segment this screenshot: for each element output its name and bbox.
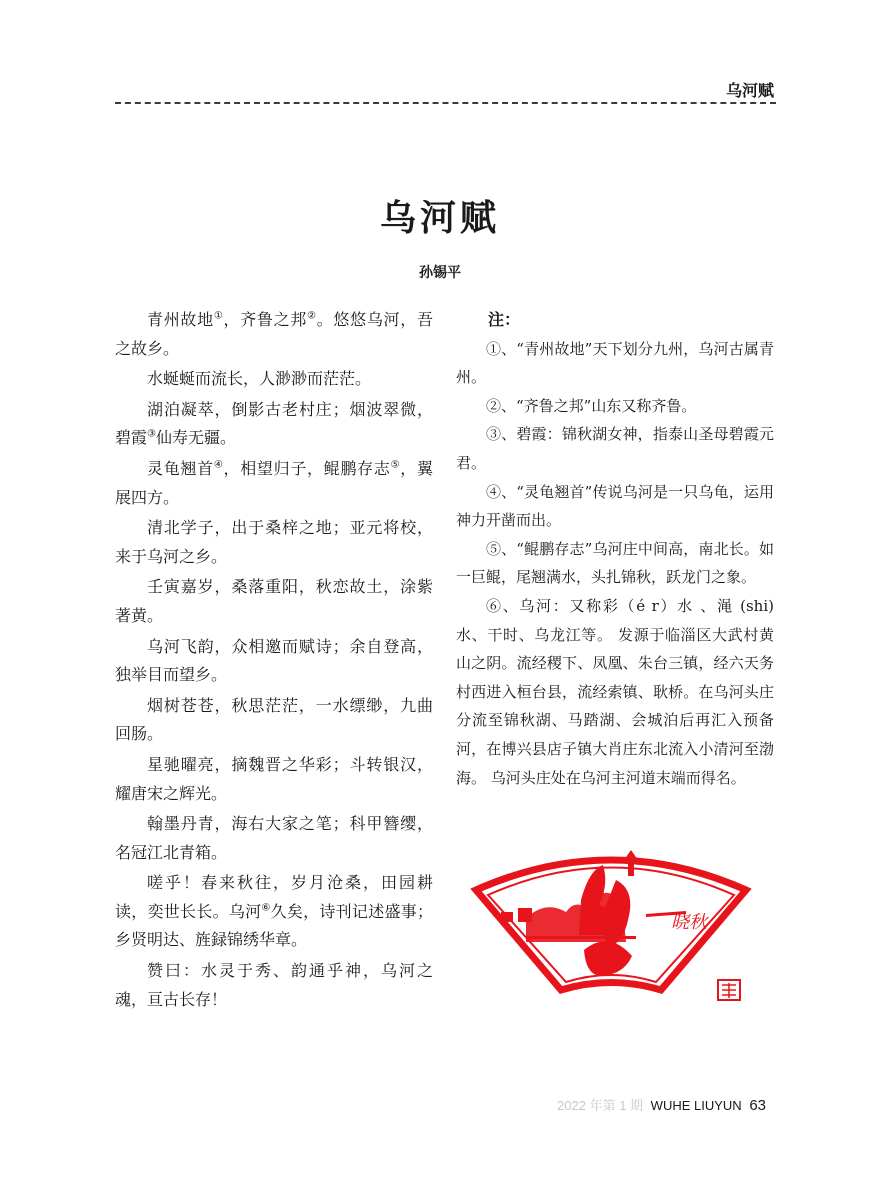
poem-text: 翰墨丹青，海右大家之笔；科甲簪缨，名冠江北青箱。	[115, 814, 433, 862]
page-footer	[0, 1095, 766, 1114]
note-item: ⑤、“鲲鹏存志”乌河庄中间高，南北长。如一巨鲲，尾翘满水，头扎锦秋，跃龙门之象。	[456, 539, 774, 587]
fan-calligraphy: 晓秋	[671, 912, 707, 933]
poem-text: 赞曰：水灵于秀、韵通乎神，乌河之魂，亘古长存！	[115, 961, 433, 1009]
article-title: 乌河赋	[379, 198, 500, 239]
footnote-marker: ①	[213, 310, 224, 322]
poem-text: 清北学子，出于桑梓之地；亚元将校，来于乌河之乡。	[115, 518, 433, 566]
notes-column	[456, 306, 774, 792]
papercut-fan-illustration	[466, 840, 756, 1010]
poem-column	[115, 306, 433, 1016]
poem-text: 乌河飞韵，众相邀而赋诗；余自登高，独举目而望乡。	[115, 636, 433, 685]
poem-text: ，齐鲁之邦	[223, 310, 308, 329]
poem-text: 湖泊凝萃，倒影古老村庄；烟波翠微，碧霞	[115, 399, 433, 448]
journal-name: WUHE LIUYUN	[650, 1098, 742, 1113]
footnote-marker: ⑥	[261, 902, 271, 914]
running-title: 乌河赋	[725, 81, 774, 100]
poem-paragraph	[115, 306, 433, 363]
footnote-marker: ③	[147, 429, 156, 441]
note-item: ⑥、乌河：又称彩（é r）水 、渑 (shi) 水、干时、乌龙江等。 发源于临淄区大武村黄山之阴。流经稷下、凤凰、朱台三镇，经六天务村西进入桓台县，流经索镇、耿桥。在乌河头庄分流至锦秋湖、马踏湖、会城泊后再汇入预备河，在博兴县店子镇大肖庄东北流入小清河至渤海。 乌河头庄处在乌河主河道末端而得名。	[456, 596, 774, 787]
poem-text: 青州故地	[147, 310, 214, 329]
footnote-marker: ④	[213, 459, 224, 471]
running-header	[115, 76, 776, 104]
note-item: ②、“齐鲁之邦”山东又称齐鲁。	[486, 396, 697, 415]
poem-text: 嗟乎！春来秋往，岁月沧桑，田园耕读，奕世长长。乌河	[115, 873, 433, 921]
poem-paragraph	[115, 957, 433, 1014]
poem-paragraph	[115, 633, 433, 690]
poem-text: 。悠悠乌河，吾之故乡。	[115, 310, 433, 358]
article-author: 孙锡平	[419, 265, 461, 281]
poem-text: 星驰曜亮，摘魏晋之华彩；斗转银汉，耀唐宋之辉光。	[115, 754, 433, 803]
poem-text: 壬寅嘉岁，桑落重阳，秋恋故土，涂紫著黄。	[115, 577, 433, 625]
poem-text: 灵龟翘首	[147, 458, 214, 478]
poem-text: 仙寿无疆。	[155, 428, 236, 448]
poem-paragraph	[115, 396, 433, 453]
poem-text: ，相望归子，鲲鹏存志	[223, 458, 391, 478]
poem-paragraph	[115, 573, 433, 630]
page-number: 63	[749, 1097, 766, 1114]
notes-heading: 注：	[488, 310, 521, 329]
note-item: ①、“青州故地”天下划分九州，乌河古属青州。	[456, 339, 774, 387]
poem-paragraph	[115, 810, 433, 867]
poem-text: ，翼展四方。	[115, 458, 433, 507]
poem-paragraph	[115, 692, 433, 749]
note-item: ③、碧霞：锦秋湖女神，指泰山圣母碧霞元君。	[456, 425, 774, 472]
note-item: ④、“灵龟翘首”传说乌河是一只乌龟，运用神力开凿而出。	[456, 482, 774, 530]
issue-label: 2022 年第 1 期	[557, 1098, 644, 1113]
footnote-marker: ⑤	[390, 459, 401, 471]
poem-paragraph	[115, 751, 433, 808]
poem-text: 烟树苍苍，秋思茫茫，一水缥缈，九曲回肠。	[115, 695, 433, 744]
poem-paragraph	[115, 514, 433, 571]
poem-paragraph	[115, 365, 433, 394]
poem-text: 久矣，诗刊记述盛事；乡贤明达、旌録锦绣华章。	[115, 901, 433, 950]
poem-paragraph	[115, 455, 433, 512]
poem-text: 水蜒蜒而流长，人渺渺而茫茫。	[147, 369, 372, 389]
footnote-marker: ②	[307, 310, 317, 322]
poem-paragraph	[115, 869, 433, 955]
